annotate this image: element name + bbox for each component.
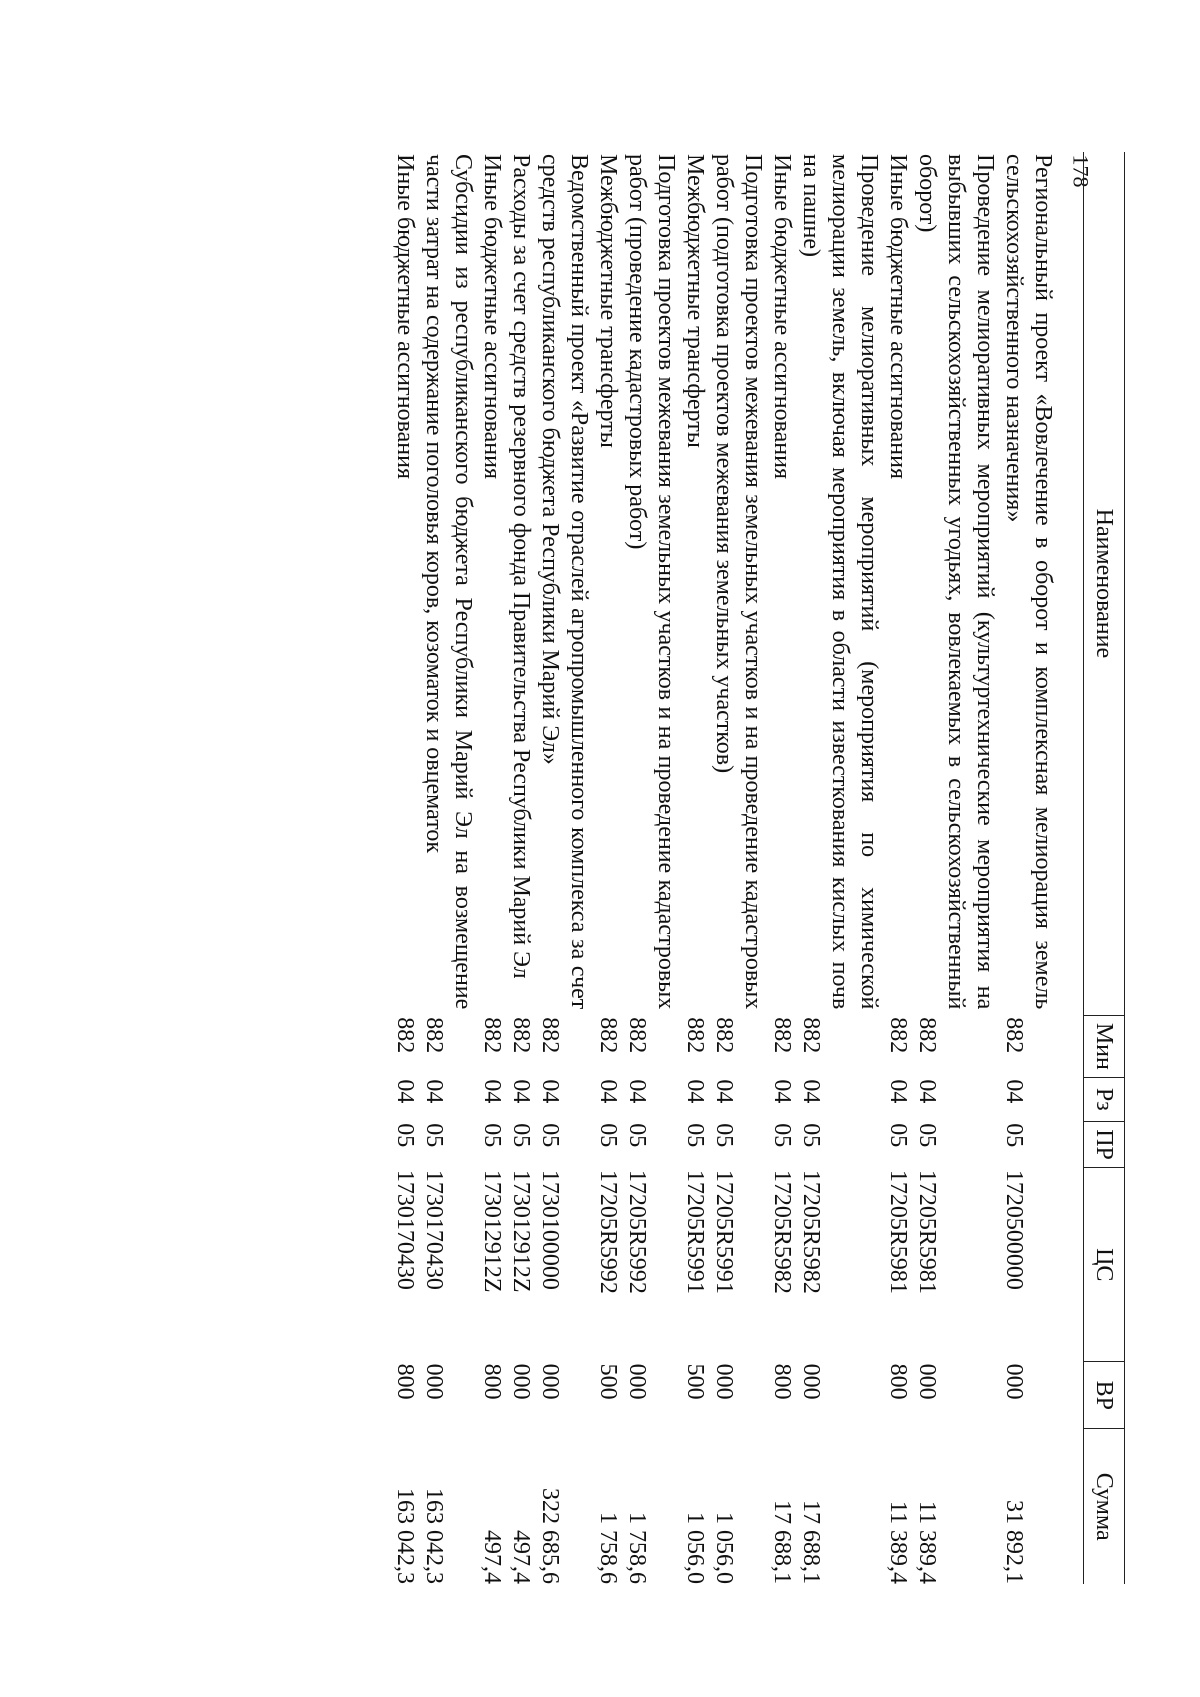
cell-cs: 17205R5992 — [595, 1169, 621, 1294]
cell-pr: 05 — [537, 1123, 563, 1148]
cell-vr: 000 — [624, 1363, 650, 1400]
table-row — [506, 152, 535, 1584]
cell-name: Иные бюджетные ассигнования — [392, 154, 418, 479]
header-min: Мин — [1084, 1015, 1125, 1077]
cell-vr: 800 — [392, 1363, 418, 1400]
cell-min: 882 — [421, 1017, 447, 1054]
cell-min: 882 — [479, 1017, 505, 1054]
header-sum: Сумма — [1084, 1429, 1125, 1584]
table-header-row — [1084, 152, 1125, 1584]
cell-pr: 05 — [798, 1123, 824, 1148]
cell-sum: 17 688,1 — [798, 1500, 824, 1584]
cell-pr: 05 — [1001, 1123, 1027, 1148]
cell-sum: 17 688,1 — [769, 1500, 795, 1584]
cell-name: Межбюджетные трансферты — [682, 154, 708, 448]
cell-min: 882 — [914, 1017, 940, 1054]
cell-pr: 05 — [914, 1123, 940, 1148]
cell-sum: 1 056,0 — [682, 1512, 708, 1584]
cell-sum: 1 056,0 — [711, 1512, 737, 1584]
cell-name: Иные бюджетные ассигнования — [479, 154, 505, 479]
cell-rz: 04 — [508, 1079, 534, 1104]
cell-cs: 17205R5991 — [682, 1169, 708, 1294]
table-row — [680, 152, 709, 1584]
cell-vr: 000 — [421, 1363, 447, 1400]
cell-rz: 04 — [769, 1079, 795, 1104]
cell-cs: 173012912Z — [479, 1169, 505, 1293]
cell-vr: 800 — [885, 1363, 911, 1400]
cell-rz: 04 — [595, 1079, 621, 1104]
cell-vr: 000 — [711, 1363, 737, 1400]
cell-min: 882 — [885, 1017, 911, 1054]
cell-sum: 31 892,1 — [1001, 1500, 1027, 1584]
table-row — [767, 152, 796, 1584]
cell-rz: 04 — [1001, 1079, 1027, 1104]
cell-rz: 04 — [479, 1079, 505, 1104]
cell-sum: 11 389,4 — [914, 1500, 940, 1584]
cell-rz: 04 — [537, 1079, 563, 1104]
cell-cs: 17205R5981 — [914, 1169, 940, 1294]
cell-vr: 800 — [479, 1363, 505, 1400]
cell-vr: 000 — [798, 1363, 824, 1400]
cell-name: Субсидии из республиканского бюджета Республики Марий Эл на возмещение части затрат на содержание поголовья коров, козоматок и овцематок — [421, 154, 476, 1010]
cell-name: Расходы за счет средств резервного фонда Правительства Республики Марий Эл — [508, 154, 534, 979]
cell-min: 882 — [392, 1017, 418, 1054]
table-row — [622, 152, 680, 1584]
table-row — [419, 152, 477, 1584]
cell-name: Региональный проект «Вовлечение в оборот и комплексная мелиорация земель сельскохозяйственного назначения» — [1001, 154, 1056, 1010]
table-body — [390, 152, 1084, 1584]
table-row — [999, 152, 1084, 1584]
cell-sum: 163 042,3 — [392, 1488, 418, 1584]
cell-cs: 1730100000 — [537, 1169, 563, 1290]
table-row — [796, 152, 883, 1584]
cell-vr: 000 — [1001, 1363, 1027, 1400]
cell-cs: 17205R5992 — [624, 1169, 650, 1294]
rotated-page-content — [225, 152, 1125, 1584]
cell-pr: 05 — [624, 1123, 650, 1148]
cell-min: 882 — [624, 1017, 650, 1054]
cell-sum: 497,4 — [479, 1530, 505, 1584]
cell-rz: 04 — [885, 1079, 911, 1104]
cell-min: 882 — [537, 1017, 563, 1054]
cell-rz: 04 — [624, 1079, 650, 1104]
cell-vr: 000 — [508, 1363, 534, 1400]
cell-vr: 000 — [914, 1363, 940, 1400]
cell-name: Подготовка проектов межевания земельных участков и на проведение кадастровых работ (подготовка проектов межевания земельных участков) — [711, 154, 766, 1010]
header-pr: ПР — [1084, 1121, 1125, 1168]
header-cs: ЦС — [1084, 1168, 1125, 1362]
cell-vr: 500 — [682, 1363, 708, 1400]
cell-pr: 05 — [595, 1123, 621, 1148]
cell-min: 882 — [595, 1017, 621, 1054]
cell-pr: 05 — [508, 1123, 534, 1148]
cell-cs: 1730170430 — [392, 1169, 418, 1290]
cell-min: 882 — [769, 1017, 795, 1054]
cell-pr: 05 — [479, 1123, 505, 1148]
cell-sum: 163 042,3 — [421, 1488, 447, 1584]
cell-cs: 173012912Z — [508, 1169, 534, 1293]
header-rz: Рз — [1084, 1077, 1125, 1121]
cell-name: Подготовка проектов межевания земельных участков и на проведение кадастровых работ (проведение кадастровых работ) — [624, 154, 679, 1010]
cell-min: 882 — [508, 1017, 534, 1054]
cell-name: Проведение мелиоративных мероприятий (культуртехнические мероприятия на выбывших сельскохозяйственных угодьях, вовлекаемых в сельскохозяйственный оборот) — [914, 154, 998, 1010]
cell-pr: 05 — [769, 1123, 795, 1148]
cell-rz: 04 — [421, 1079, 447, 1104]
cell-cs: 1720500000 — [1001, 1169, 1027, 1290]
cell-rz: 04 — [392, 1079, 418, 1104]
cell-cs: 17205R5991 — [711, 1169, 737, 1294]
cell-pr: 05 — [885, 1123, 911, 1148]
cell-pr: 05 — [682, 1123, 708, 1148]
page-number: 178 — [1068, 154, 1094, 188]
cell-sum: 322 685,6 — [537, 1488, 563, 1584]
cell-sum: 1 758,6 — [595, 1512, 621, 1584]
cell-name: Иные бюджетные ассигнования — [769, 154, 795, 479]
cell-name: Ведомственный проект «Развитие отраслей агропромышленного комплекса за счет средств республиканского бюджета Республики Марий Эл» — [537, 154, 592, 1010]
header-name: Наименование — [1084, 152, 1125, 1015]
cell-pr: 05 — [421, 1123, 447, 1148]
cell-sum: 497,4 — [508, 1530, 534, 1584]
table-row — [477, 152, 506, 1584]
cell-cs: 1730170430 — [421, 1169, 447, 1290]
cell-name: Иные бюджетные ассигнования — [885, 154, 911, 479]
cell-min: 882 — [711, 1017, 737, 1054]
table-row — [390, 152, 419, 1584]
cell-cs: 17205R5981 — [885, 1169, 911, 1294]
cell-name: Проведение мелиоративных мероприятий (мероприятия по химической мелиорации земель, включая мероприятия в области известкования кислых почв на пашне) — [798, 154, 882, 1010]
cell-sum: 11 389,4 — [885, 1500, 911, 1584]
cell-cs: 17205R5982 — [769, 1169, 795, 1294]
budget-table — [390, 152, 1125, 1584]
cell-min: 882 — [1001, 1017, 1027, 1054]
cell-vr: 000 — [537, 1363, 563, 1400]
cell-rz: 04 — [711, 1079, 737, 1104]
cell-vr: 500 — [595, 1363, 621, 1400]
table-row — [883, 152, 912, 1584]
cell-rz: 04 — [798, 1079, 824, 1104]
cell-cs: 17205R5982 — [798, 1169, 824, 1294]
cell-sum: 1 758,6 — [624, 1512, 650, 1584]
cell-name: Межбюджетные трансферты — [595, 154, 621, 448]
cell-rz: 04 — [682, 1079, 708, 1104]
cell-min: 882 — [798, 1017, 824, 1054]
table-row — [593, 152, 622, 1584]
table-row — [912, 152, 999, 1584]
cell-pr: 05 — [711, 1123, 737, 1148]
cell-vr: 800 — [769, 1363, 795, 1400]
table-row — [535, 152, 593, 1584]
header-vr: ВР — [1084, 1362, 1125, 1429]
cell-min: 882 — [682, 1017, 708, 1054]
cell-rz: 04 — [914, 1079, 940, 1104]
table-row — [709, 152, 767, 1584]
cell-pr: 05 — [392, 1123, 418, 1148]
